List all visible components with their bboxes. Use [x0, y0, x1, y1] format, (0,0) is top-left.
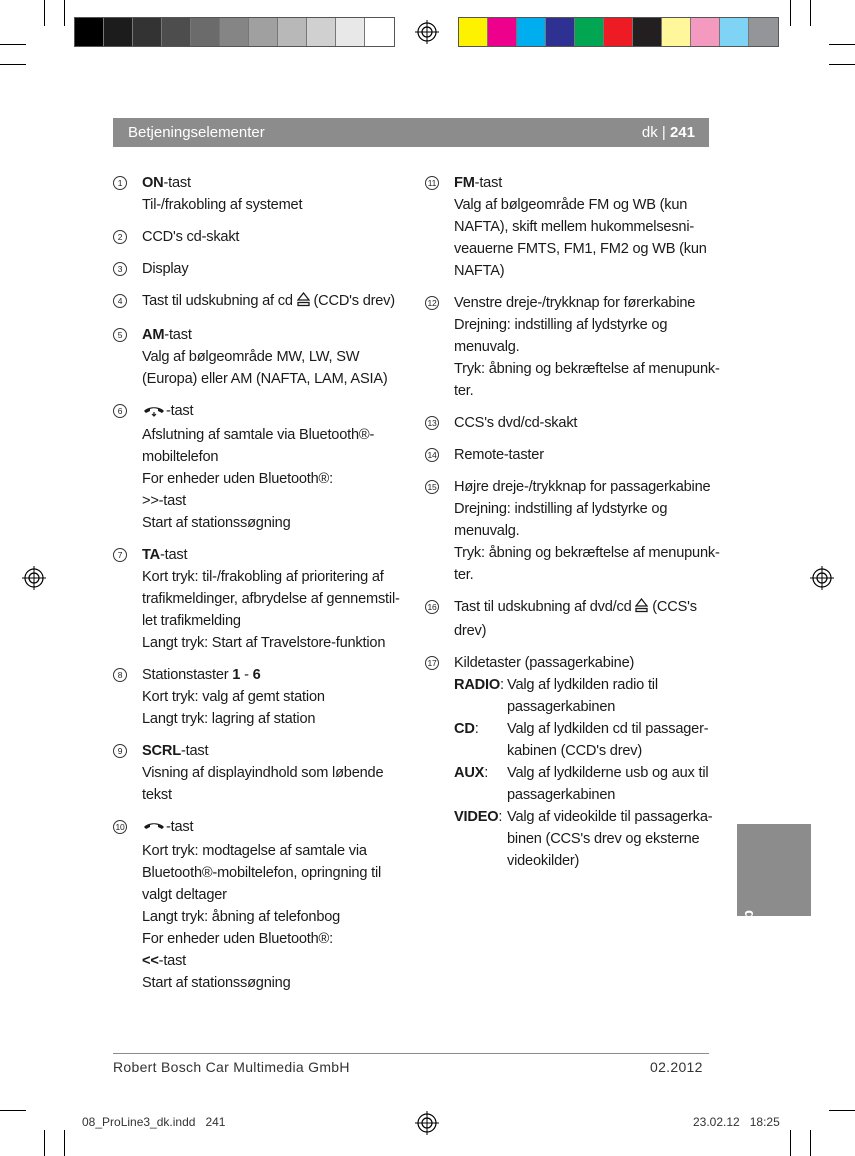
registration-mark-icon	[415, 20, 439, 44]
item-text-line	[142, 194, 398, 216]
color-swatch	[249, 18, 278, 46]
item-number: 17	[425, 656, 439, 670]
item-text-line	[454, 596, 715, 620]
source-key-description: Valg af lydkilden radio til passagerkabinen	[507, 677, 658, 715]
slug-time: 18:25	[749, 1115, 780, 1129]
text-run: Tryk: åbning og bekræftelse af menupunk-	[454, 545, 720, 561]
source-key-row	[454, 806, 715, 872]
item-text-line	[142, 226, 398, 248]
text-run: Visning af displayindhold som løbende	[142, 765, 384, 781]
color-swatch	[133, 18, 162, 46]
text-run: Tryk: åbning og bekræftelse af menupunk-	[454, 361, 720, 377]
item-text-line	[454, 498, 715, 520]
color-swatch	[546, 18, 575, 46]
item-number: 14	[425, 448, 439, 462]
item-text-line	[142, 906, 398, 928]
crop-mark	[64, 0, 65, 26]
key-label: 6	[252, 667, 261, 683]
language-code: dk	[641, 124, 658, 141]
text-run: Kort tryk: modtagelse af samtale via	[142, 843, 367, 859]
list-item	[113, 290, 398, 314]
text-run: Afslutning af samtale via Bluetooth®-	[142, 427, 375, 443]
list-item	[113, 740, 398, 806]
item-text-line	[454, 172, 715, 194]
color-swatch	[459, 18, 488, 46]
item-text-line	[142, 928, 398, 950]
item-text-line	[142, 324, 398, 346]
text-run: -tast	[159, 547, 188, 563]
item-text-line	[142, 664, 398, 686]
text-run: (Europa) eller AM (NAFTA, LAM, ASIA)	[142, 371, 388, 387]
text-run: Start af stationssøgning	[142, 515, 291, 531]
text-run: Display	[142, 261, 189, 277]
item-text-line	[142, 884, 398, 906]
item-number: 2	[113, 230, 127, 244]
item-text-line	[454, 314, 715, 336]
crop-mark	[790, 1130, 791, 1156]
item-text-line	[142, 708, 398, 730]
item-number: 6	[113, 404, 127, 418]
item-number: 16	[425, 600, 439, 614]
text-run: NAFTA)	[454, 263, 505, 279]
text-run: veauerne FMTS, FM1, FM2 og WB (kun	[454, 241, 707, 257]
source-key-description: Valg af lydkilden cd til passager- kabinen (CCD's drev)	[507, 721, 709, 759]
list-item	[113, 324, 398, 390]
item-text-line	[454, 412, 715, 434]
crop-mark	[810, 0, 811, 26]
color-swatch	[162, 18, 191, 46]
item-text-line	[142, 862, 398, 884]
color-swatch	[336, 18, 365, 46]
color-swatch	[691, 18, 720, 46]
item-text-line	[142, 610, 398, 632]
color-swatch	[307, 18, 336, 46]
key-label: FM	[454, 175, 475, 191]
crop-mark	[810, 1130, 811, 1156]
crop-mark	[44, 0, 45, 26]
crop-mark	[44, 1130, 45, 1156]
list-item	[425, 444, 715, 466]
color-bar	[458, 17, 779, 47]
text-run: Tast til udskubning af dvd/cd	[454, 599, 636, 615]
text-run: -tast	[166, 403, 194, 419]
item-text-line	[142, 972, 398, 994]
text-run: CCD's cd-skakt	[142, 229, 240, 245]
item-text-line	[454, 542, 720, 564]
source-key-row	[454, 718, 715, 762]
list-item	[425, 652, 715, 872]
item-text-line	[454, 238, 715, 260]
item-number: 15	[425, 480, 439, 494]
crop-mark	[829, 1110, 855, 1111]
item-text-line	[142, 740, 398, 762]
list-item	[425, 292, 720, 402]
text-run: Drejning: indstilling af lydstyrke og	[454, 501, 668, 517]
footer-date: 02.2012	[650, 1059, 703, 1075]
crop-mark	[829, 44, 855, 45]
item-number: 7	[113, 548, 127, 562]
language-tab-label: dk	[741, 910, 758, 928]
color-swatch	[75, 18, 104, 46]
eject-icon	[297, 292, 310, 314]
item-text-line	[142, 686, 398, 708]
color-swatch	[104, 18, 133, 46]
text-run: -tast	[180, 743, 209, 759]
hang-up-phone-icon	[142, 402, 166, 424]
list-item	[425, 412, 715, 434]
language-tab	[737, 824, 811, 928]
item-text-line	[454, 444, 715, 466]
list-item	[425, 476, 720, 586]
color-swatch	[488, 18, 517, 46]
text-run: let trafikmelding	[142, 613, 241, 629]
item-text-line	[142, 490, 398, 512]
color-swatch	[749, 18, 778, 46]
item-text-line	[142, 290, 398, 314]
footer-rule	[113, 1053, 709, 1054]
text-run: tekst	[142, 787, 172, 803]
page-header	[113, 118, 709, 147]
list-item	[113, 258, 398, 280]
text-run: -tast	[474, 175, 503, 191]
text-run: Drejning: indstilling af lydstyrke og	[454, 317, 668, 333]
text-run: menuvalg.	[454, 523, 520, 539]
text-run: >>-tast	[142, 493, 187, 509]
text-run: Venstre dreje-/trykknap for førerkabine	[454, 295, 696, 311]
key-label: <<	[142, 953, 159, 969]
item-text-line	[454, 620, 715, 642]
item-text-line	[142, 784, 398, 806]
source-key-row	[454, 762, 715, 806]
item-number: 10	[113, 820, 127, 834]
text-run: Stationstaster	[142, 667, 233, 683]
text-run: Langt tryk: åbning af telefonbog	[142, 909, 341, 925]
color-swatch	[633, 18, 662, 46]
text-run: (CCS's	[648, 599, 697, 615]
item-number: 12	[425, 296, 439, 310]
source-key-description: Valg af lydkilderne usb og aux til passagerkabinen	[507, 765, 709, 803]
item-text-line	[142, 632, 398, 654]
item-number: 11	[425, 176, 439, 190]
color-swatch	[517, 18, 546, 46]
source-key-label: CD:	[454, 721, 479, 737]
item-text-line	[142, 172, 398, 194]
text-run: CCS's dvd/cd-skakt	[454, 415, 578, 431]
text-run: trafikmeldinger, afbrydelse af gennemstil-	[142, 591, 400, 607]
text-run: Langt tryk: lagring af station	[142, 711, 316, 727]
item-text-line	[454, 564, 715, 586]
text-run: Bluetooth®-mobiltelefon, opringning til	[142, 865, 382, 881]
text-run: (CCD's drev)	[309, 293, 395, 309]
item-text-line	[142, 588, 398, 610]
item-text-line	[142, 512, 398, 534]
page-number: dk | 241	[641, 124, 695, 141]
text-run: menuvalg.	[454, 339, 520, 355]
item-text-line	[142, 258, 398, 280]
registration-mark-icon	[810, 566, 834, 590]
text-run: mobiltelefon	[142, 449, 219, 465]
item-text-line	[142, 762, 398, 784]
text-run: For enheder uden Bluetooth®:	[142, 931, 333, 947]
item-text-line	[454, 476, 715, 498]
text-run: ter.	[454, 383, 474, 399]
source-key-description: Valg af videokilde til passagerka- binen (CCS's drev og eksterne videokilder)	[507, 809, 713, 869]
slug-page: 241	[205, 1115, 226, 1129]
text-run: For enheder uden Bluetooth®:	[142, 471, 333, 487]
source-key-label: RADIO:	[454, 677, 504, 693]
item-text-line	[454, 380, 715, 402]
text-run: Valg af bølgeområde MW, LW, SW	[142, 349, 360, 365]
text-run: Kort tryk: valg af gemt station	[142, 689, 325, 705]
left-column	[113, 172, 398, 1004]
slug-filename: 08_ProLine3_dk.indd	[82, 1115, 196, 1129]
list-item	[113, 226, 398, 248]
list-item	[425, 596, 715, 642]
list-item	[113, 816, 398, 994]
text-run: -tast	[158, 953, 187, 969]
key-label: AM	[142, 327, 165, 343]
slug-date-value: 23.02.12	[693, 1115, 740, 1129]
item-text-line	[142, 840, 398, 862]
list-item	[113, 172, 398, 216]
text-run: NAFTA), skift mellem hukommelsesni-	[454, 219, 695, 235]
color-swatch	[365, 18, 394, 46]
source-key-row	[454, 674, 715, 718]
item-text-line	[142, 566, 398, 588]
list-item	[113, 400, 398, 534]
item-text-line	[454, 520, 715, 542]
source-key-label: VIDEO:	[454, 809, 503, 825]
item-text-line	[142, 424, 398, 446]
crop-mark	[64, 1130, 65, 1156]
key-label: TA	[142, 547, 160, 563]
registration-mark-icon	[22, 566, 46, 590]
item-text-line	[454, 652, 715, 674]
item-number: 3	[113, 262, 127, 276]
crop-mark	[829, 64, 855, 65]
crop-mark	[790, 0, 791, 26]
text-run: valgt deltager	[142, 887, 227, 903]
registration-mark-icon	[415, 1111, 439, 1135]
text-run: Højre dreje-/trykknap for passagerkabine	[454, 479, 711, 495]
page-number-value: 241	[669, 124, 695, 141]
item-number: 1	[113, 176, 127, 190]
item-text-line	[454, 358, 720, 380]
list-item	[425, 172, 715, 282]
eject-icon	[635, 598, 648, 620]
grayscale-bar	[74, 17, 395, 47]
color-swatch	[278, 18, 307, 46]
text-run: -	[240, 667, 253, 683]
section-title: Betjeningselementer	[128, 124, 265, 141]
item-text-line	[142, 950, 398, 972]
item-text-line	[142, 468, 398, 490]
text-run: Start af stationssøgning	[142, 975, 291, 991]
color-swatch	[720, 18, 749, 46]
color-swatch	[662, 18, 691, 46]
text-run: -tast	[163, 175, 191, 191]
text-run: Tast til udskubning af cd	[142, 293, 297, 309]
text-run: Kort tryk: til-/frakobling af prioritering af	[142, 569, 384, 585]
slug-file	[82, 1115, 225, 1129]
item-text-line	[454, 260, 715, 282]
item-number: 5	[113, 328, 127, 342]
slug-date	[693, 1115, 780, 1129]
source-key-label: AUX:	[454, 765, 489, 781]
item-text-line	[454, 292, 715, 314]
list-item	[113, 664, 398, 730]
item-text-line	[142, 368, 398, 390]
color-swatch	[575, 18, 604, 46]
footer-company: Robert Bosch Car Multimedia GmbH	[113, 1059, 350, 1075]
text-run: Langt tryk: Start af Travelstore-funktion	[142, 635, 386, 651]
item-number: 9	[113, 744, 127, 758]
item-text-line	[142, 446, 398, 468]
item-number: 13	[425, 416, 439, 430]
item-text-line	[142, 544, 398, 566]
color-swatch	[191, 18, 220, 46]
item-number: 4	[113, 294, 127, 308]
text-run: -tast	[166, 819, 194, 835]
text-run: Remote-taster	[454, 447, 544, 463]
color-swatch	[220, 18, 249, 46]
phone-handset-icon	[142, 818, 166, 840]
text-run: ter.	[454, 567, 474, 583]
crop-mark	[0, 64, 26, 65]
crop-mark	[0, 44, 26, 45]
text-run: drev)	[454, 623, 487, 639]
crop-mark	[0, 1110, 26, 1111]
item-number: 8	[113, 668, 127, 682]
key-label: 1	[232, 667, 241, 683]
text-run: -tast	[164, 327, 192, 343]
color-swatch	[604, 18, 633, 46]
item-text-line	[142, 400, 398, 424]
item-text-line	[454, 194, 715, 216]
text-run: Kildetaster (passagerkabine)	[454, 655, 635, 671]
item-text-line	[142, 816, 398, 840]
right-column	[425, 172, 720, 882]
key-label: SCRL	[142, 743, 181, 759]
item-text-line	[454, 216, 715, 238]
key-label: ON	[142, 175, 164, 191]
item-text-line	[142, 346, 398, 368]
text-run: Til-/frakobling af systemet	[142, 197, 303, 213]
list-item	[113, 544, 398, 654]
text-run: Valg af bølgeområde FM og WB (kun	[454, 197, 688, 213]
item-text-line	[454, 336, 715, 358]
